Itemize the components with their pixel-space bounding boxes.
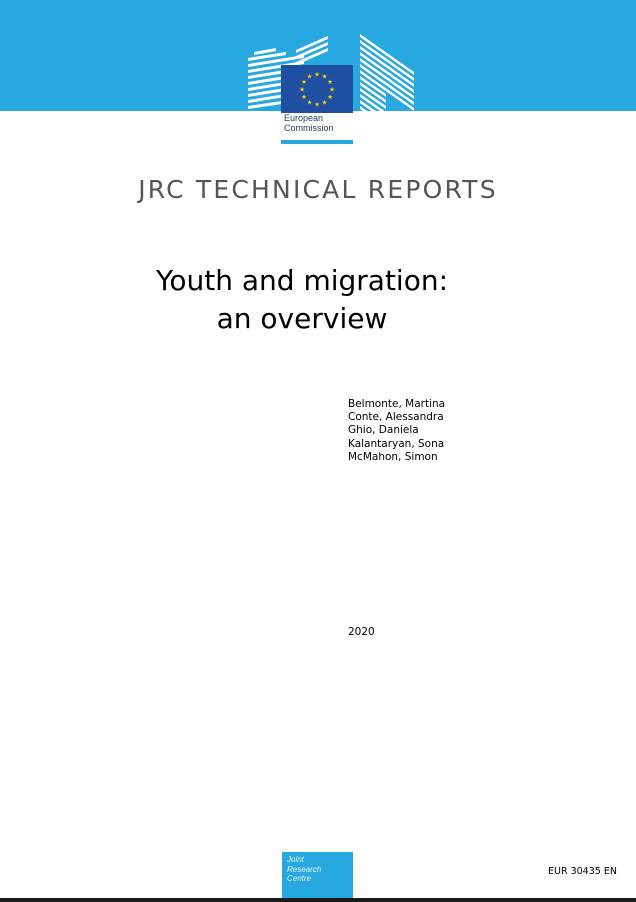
logo-underline	[281, 140, 353, 144]
author-name: Belmonte, Martina	[348, 398, 446, 410]
author-name: Kalantaryan, Sona	[348, 437, 445, 450]
publication-year: 2020	[348, 626, 375, 638]
report-number: EUR 30435 EN	[548, 866, 617, 877]
author-name: Ghio, Daniela	[348, 424, 419, 437]
svg-text:★: ★	[321, 72, 328, 81]
title-line: an overview	[216, 302, 388, 335]
report-title	[0, 262, 604, 338]
svg-text:★: ★	[327, 92, 333, 101]
svg-text:★: ★	[314, 70, 320, 79]
building-right-icon	[360, 34, 414, 127]
svg-text:★: ★	[306, 98, 313, 107]
svg-text:★: ★	[314, 100, 320, 109]
jrc-label	[287, 855, 321, 884]
svg-text:★: ★	[301, 92, 307, 101]
jrc-label-line: Research	[287, 864, 322, 874]
author-name: Conte, Alessandra	[348, 411, 444, 424]
svg-text:★: ★	[301, 77, 307, 86]
jrc-label-line: Centre	[287, 874, 312, 883]
svg-text:★: ★	[327, 77, 333, 86]
title-line: Youth and migration:	[155, 264, 449, 297]
svg-text:★: ★	[299, 85, 305, 94]
bottom-rule	[0, 898, 636, 902]
commission-wordmark	[284, 113, 334, 133]
svg-text:★: ★	[321, 98, 328, 107]
svg-text:★: ★	[306, 72, 313, 81]
series-title: JRC TECHNICAL REPORTS	[138, 175, 498, 204]
jrc-logo-box	[282, 852, 353, 900]
jrc-label-line: Joint	[287, 855, 304, 864]
svg-text:★: ★	[329, 85, 335, 94]
wordmark-line: European	[284, 113, 324, 123]
wordmark-line: Commission	[284, 123, 334, 133]
author-name: McMahon, Simon	[348, 450, 438, 463]
author-list	[348, 398, 445, 464]
